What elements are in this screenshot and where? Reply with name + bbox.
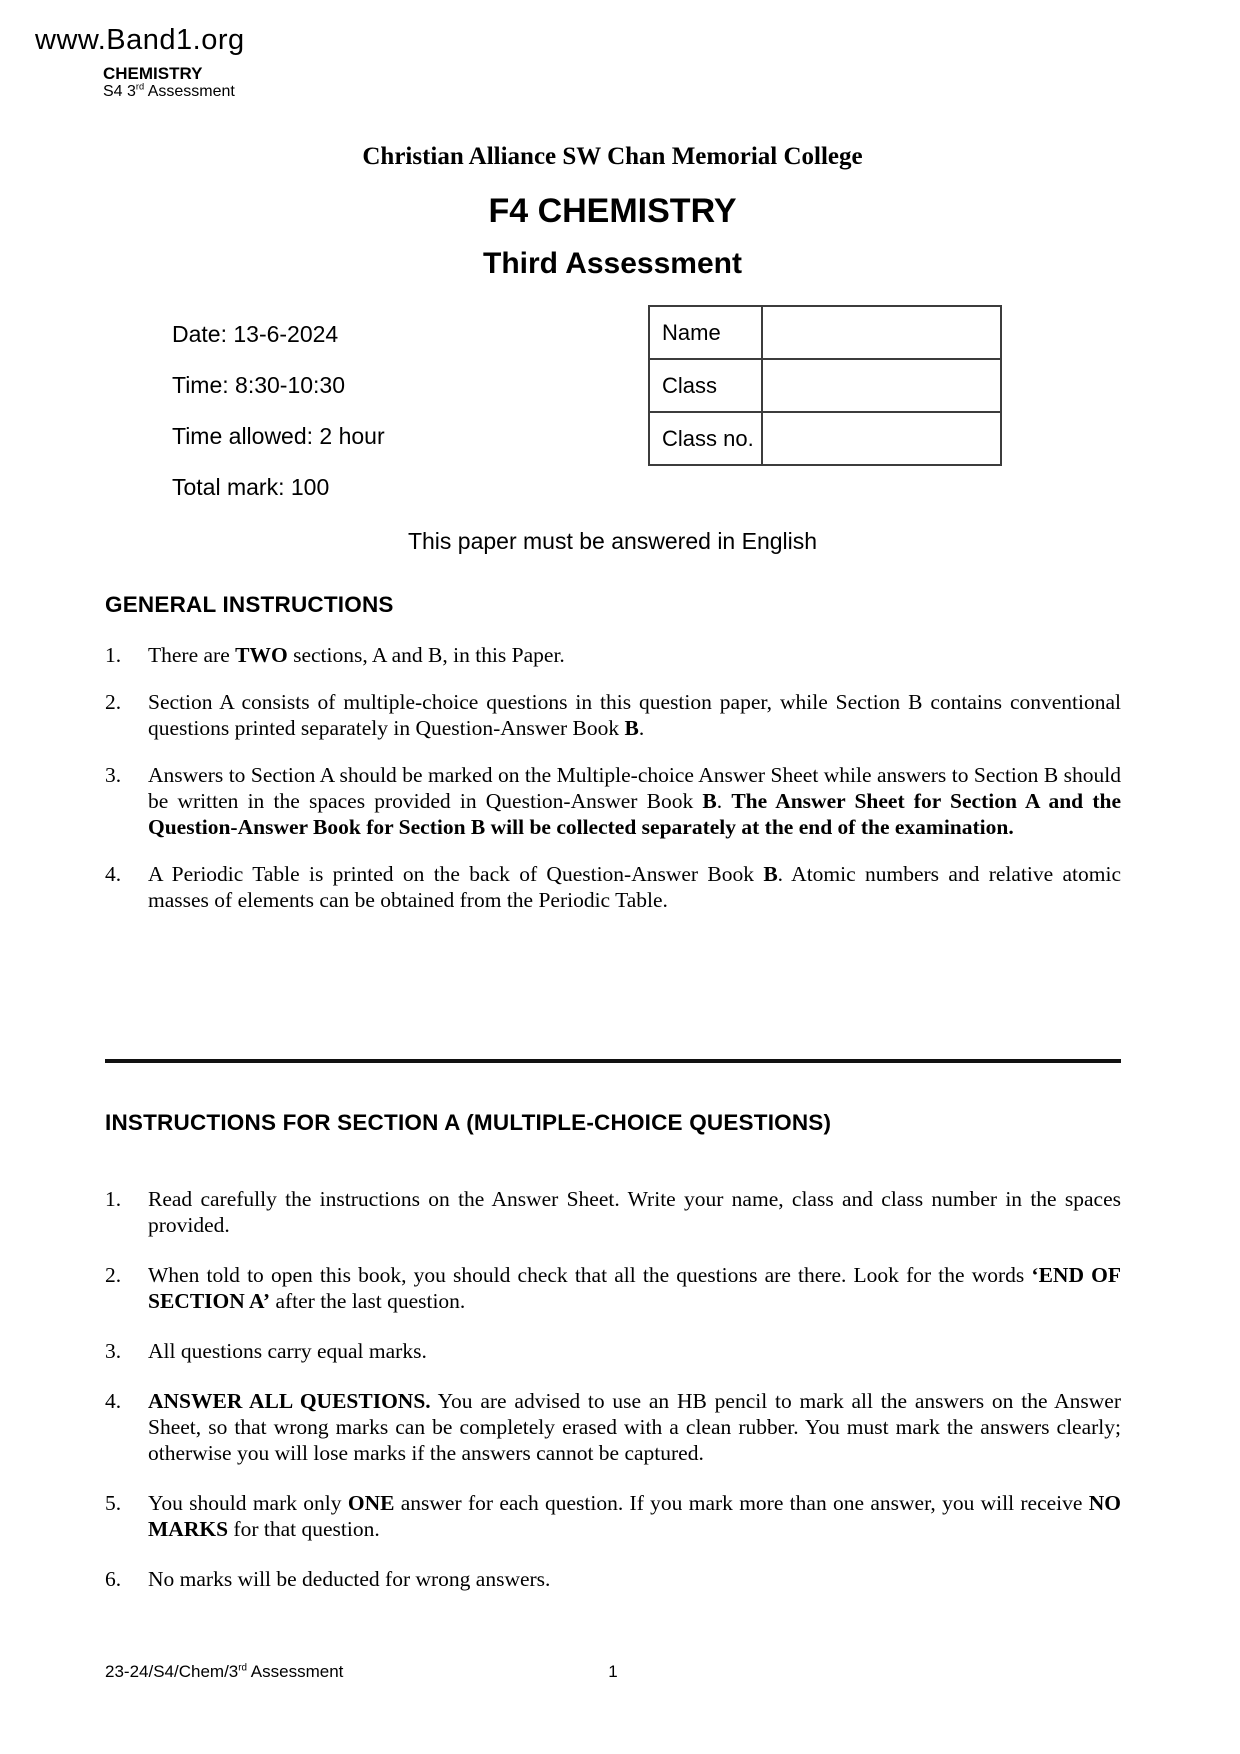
table-row-name [649, 306, 1001, 359]
paper-title: F4 CHEMISTRY [488, 192, 737, 230]
page-number: 1 [608, 1662, 618, 1681]
name-value-cell [762, 306, 1001, 359]
item-text: When told to open this book, you should check that all the questions are there. Look for the words ‘END OF SECTION A’ after the last question. [148, 1263, 1121, 1313]
class-no-value-cell [762, 412, 1001, 465]
language-note: This paper must be answered in English [407, 528, 818, 554]
student-info-table [648, 305, 1002, 466]
general-instructions-heading: GENERAL INSTRUCTIONS [105, 592, 394, 617]
list-item [105, 1262, 1121, 1314]
form-assessment-label: S4 3rd Assessment [103, 81, 235, 100]
list-item [105, 762, 1121, 840]
table-row-class [649, 359, 1001, 412]
item-number: 3. [105, 1339, 122, 1363]
item-text: All questions carry equal marks. [148, 1339, 427, 1363]
time-allowed-line: Time allowed: 2 hour [172, 423, 385, 449]
list-item [105, 1388, 1121, 1466]
item-number: 5. [105, 1491, 122, 1515]
item-number: 1. [105, 643, 122, 667]
site-watermark: www.Band1.org [35, 24, 245, 56]
class-no-label: Class no. [649, 412, 762, 465]
exam-info-block [172, 321, 385, 525]
item-text: There are TWO sections, A and B, in this Paper. [148, 643, 565, 667]
section-divider-rule [105, 1059, 1121, 1063]
item-text: No marks will be deducted for wrong answers. [148, 1567, 551, 1591]
footer-paper-code: 23-24/S4/Chem/3rd Assessment [105, 1662, 344, 1681]
item-text: Answers to Section A should be marked on the Multiple-choice Answer Sheet while answers to Section B should be written in the spaces provided in Question-Answer Book B. The Answer Sheet for Section A and the Question-Answer Book for Section B will be collected separately at the end of the examination. [148, 763, 1121, 839]
item-number: 4. [105, 862, 122, 886]
list-item [105, 642, 1121, 668]
item-number: 2. [105, 1263, 122, 1287]
item-number: 3. [105, 763, 122, 787]
item-text: Read carefully the instructions on the Answer Sheet. Write your name, class and class number in the spaces provided. [148, 1187, 1121, 1237]
section-a-instructions-heading: INSTRUCTIONS FOR SECTION A (MULTIPLE-CHOICE QUESTIONS) [105, 1110, 832, 1135]
list-item [105, 1566, 1121, 1592]
name-label: Name [649, 306, 762, 359]
item-number: 6. [105, 1567, 122, 1591]
item-text: ANSWER ALL QUESTIONS. You are advised to use an HB pencil to mark all the answers on the Answer Sheet, so that wrong marks can be completely erased with a clean rubber. You must mark the answers clearly; otherwise you will lose marks if the answers cannot be captured. [148, 1389, 1121, 1465]
item-text: Section A consists of multiple-choice questions in this question paper, while Section B contains conventional questions printed separately in Question-Answer Book B. [148, 690, 1121, 740]
subject-label: CHEMISTRY [103, 64, 203, 83]
table-row-class-no [649, 412, 1001, 465]
time-line: Time: 8:30-10:30 [172, 372, 346, 398]
list-item [105, 1338, 1121, 1364]
list-item [105, 1186, 1121, 1238]
date-line: Date: 13-6-2024 [172, 321, 339, 347]
item-number: 1. [105, 1187, 122, 1211]
list-item [105, 689, 1121, 741]
item-number: 2. [105, 690, 122, 714]
assessment-subtitle: Third Assessment [483, 247, 742, 280]
class-label: Class [649, 359, 762, 412]
item-text: A Periodic Table is printed on the back of Question-Answer Book B. Atomic numbers and relative atomic masses of elements can be obtained from the Periodic Table. [148, 862, 1121, 912]
list-item [105, 861, 1121, 913]
item-number: 4. [105, 1389, 122, 1413]
section-a-instructions-list [105, 1186, 1121, 1616]
general-instructions-list [105, 642, 1121, 934]
total-mark-line: Total mark: 100 [172, 474, 330, 500]
class-value-cell [762, 359, 1001, 412]
list-item [105, 1490, 1121, 1542]
item-text: You should mark only ONE answer for each question. If you mark more than one answer, you will receive NO MARKS for that question. [148, 1491, 1121, 1541]
college-name: Christian Alliance SW Chan Memorial College [362, 143, 863, 170]
